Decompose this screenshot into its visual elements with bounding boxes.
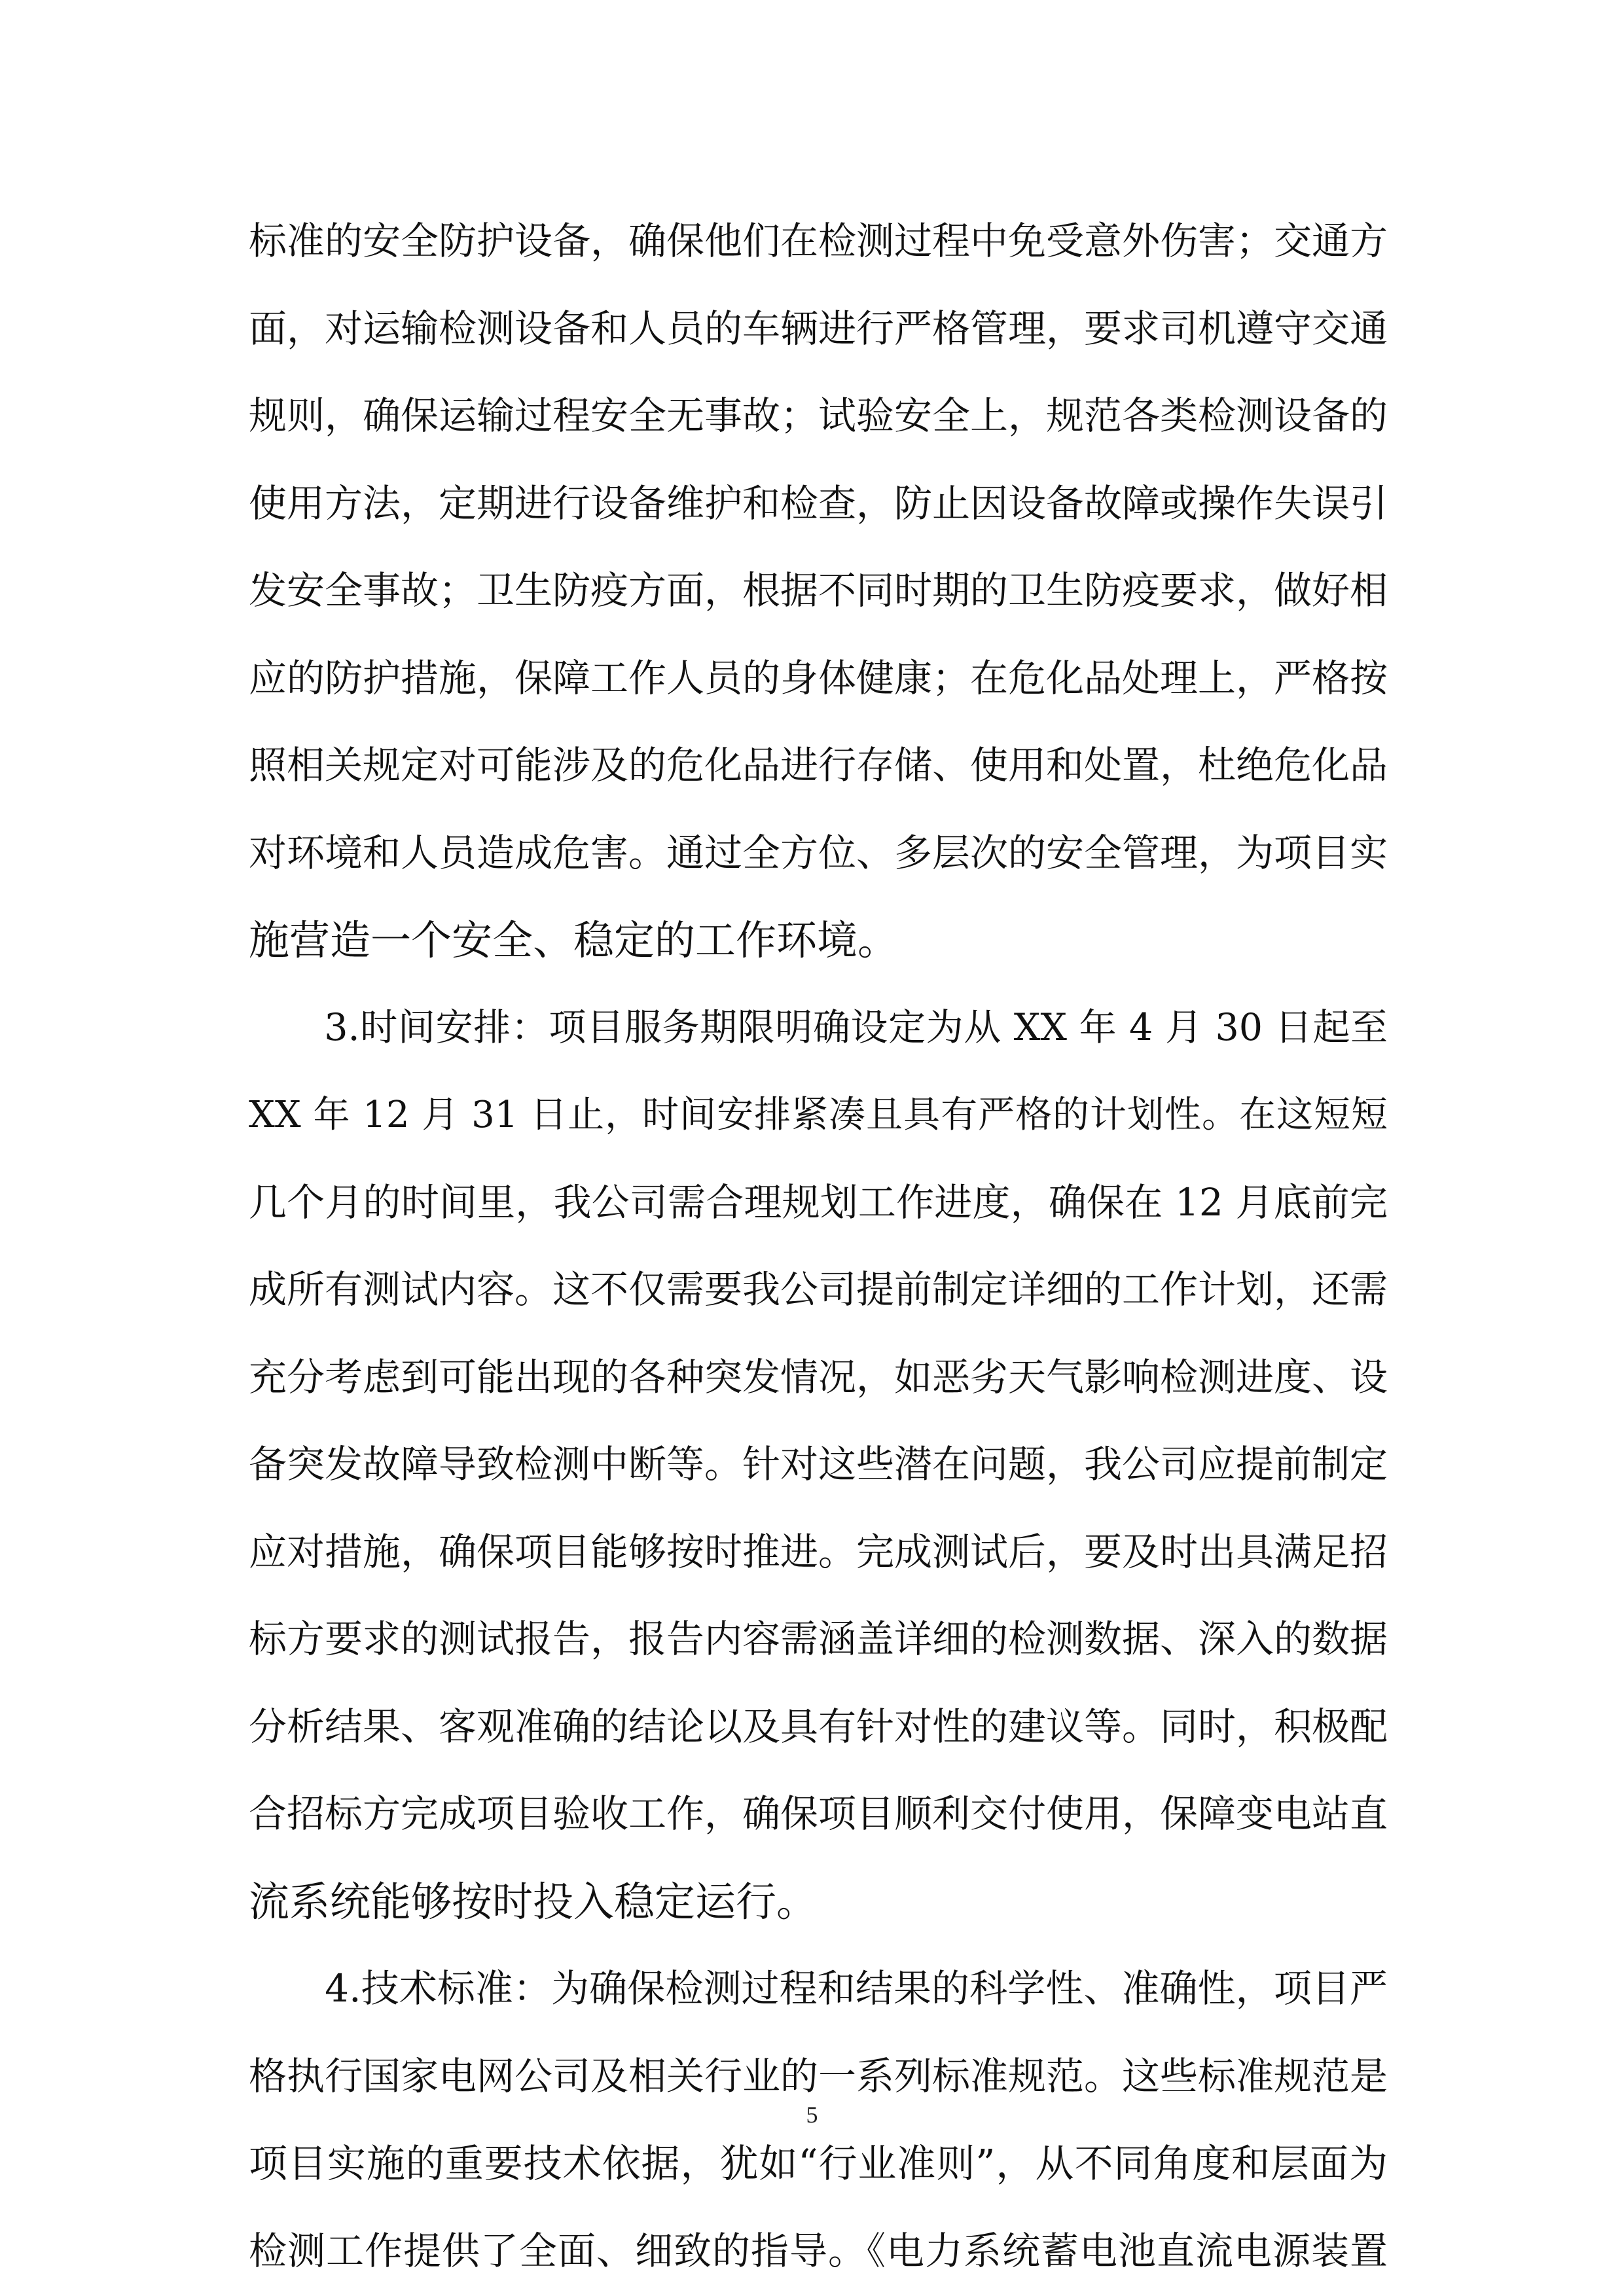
- text-line: 使用方法，定期进行设备维护和检查，防止因设备故障或操作失误引: [249, 480, 1388, 526]
- text-line: 照相关规定对可能涉及的危化品进行存储、使用和处置，杜绝危化品: [249, 743, 1388, 787]
- text-line: 施营造一个安全、稳定的工作环境。: [249, 916, 899, 964]
- text-line: 成所有测试内容。这不仅需要我公司提前制定详细的工作计划，还需: [249, 1267, 1388, 1312]
- text-line: 标方要求的测试报告，报告内容需涵盖详细的检测数据、深入的数据: [249, 1617, 1388, 1661]
- text-line: 流系统能够按时投入稳定运行。: [249, 1877, 818, 1926]
- text-line: 充分考虑到可能出现的各种突发情况，如恶劣天气影响检测进度、设: [249, 1354, 1388, 1399]
- text-line: XX 年 12 月 31 日止，时间安排紧凑且具有严格的计划性。在这短短: [249, 1094, 1388, 1136]
- page-number: 5: [806, 2102, 818, 2128]
- text-line: 合招标方完成项目验收工作，确保项目顺利交付使用，保障变电站直: [249, 1791, 1388, 1836]
- text-line: 分析结果、客观准确的结论以及具有针对性的建议等。同时，积极配: [249, 1704, 1388, 1749]
- text-line: 几个月的时间里，我公司需合理规划工作进度，确保在 12 月底前完: [249, 1179, 1388, 1225]
- body-text: [249, 198, 1388, 2295]
- text-line: 规则，确保运输过程安全无事故；试验安全上，规范各类检测设备的: [249, 393, 1388, 438]
- text-line: 4.技术标准：为确保检测过程和结果的科学性、准确性，项目严: [249, 1966, 1388, 2011]
- text-line: 3.时间安排：项目服务期限明确设定为从 XX 年 4 月 30 日起至: [249, 1005, 1388, 1049]
- text-line: 应对措施，确保项目能够按时推进。完成测试后，要及时出具满足招: [249, 1529, 1388, 1574]
- text-line: 应的防护措施，保障工作人员的身体健康；在危化品处理上，严格按: [249, 655, 1388, 700]
- text-line: 面，对运输检测设备和人员的车辆进行严格管理，要求司机遵守交通: [249, 306, 1388, 351]
- text-line: 格执行国家电网公司及相关行业的一系列标准规范。这些标准规范是: [249, 2053, 1388, 2098]
- text-line: 检测工作提供了全面、细致的指导。《电力系统蓄电池直流电源装置: [249, 2228, 1388, 2273]
- text-line: 项目实施的重要技术依据，犹如“行业准则”，从不同角度和层面为: [249, 2141, 1388, 2186]
- text-line: 标准的安全防护设备，确保他们在检测过程中免受意外伤害；交通方: [249, 219, 1388, 263]
- text-line: 备突发故障导致检测中断等。针对这些潜在问题，我公司应提前制定: [249, 1442, 1388, 1486]
- text-line: 发安全事故；卫生防疫方面，根据不同时期的卫生防疫要求，做好相: [249, 568, 1388, 613]
- text-line: 对环境和人员造成危害。通过全方位、多层次的安全管理，为项目实: [249, 830, 1388, 875]
